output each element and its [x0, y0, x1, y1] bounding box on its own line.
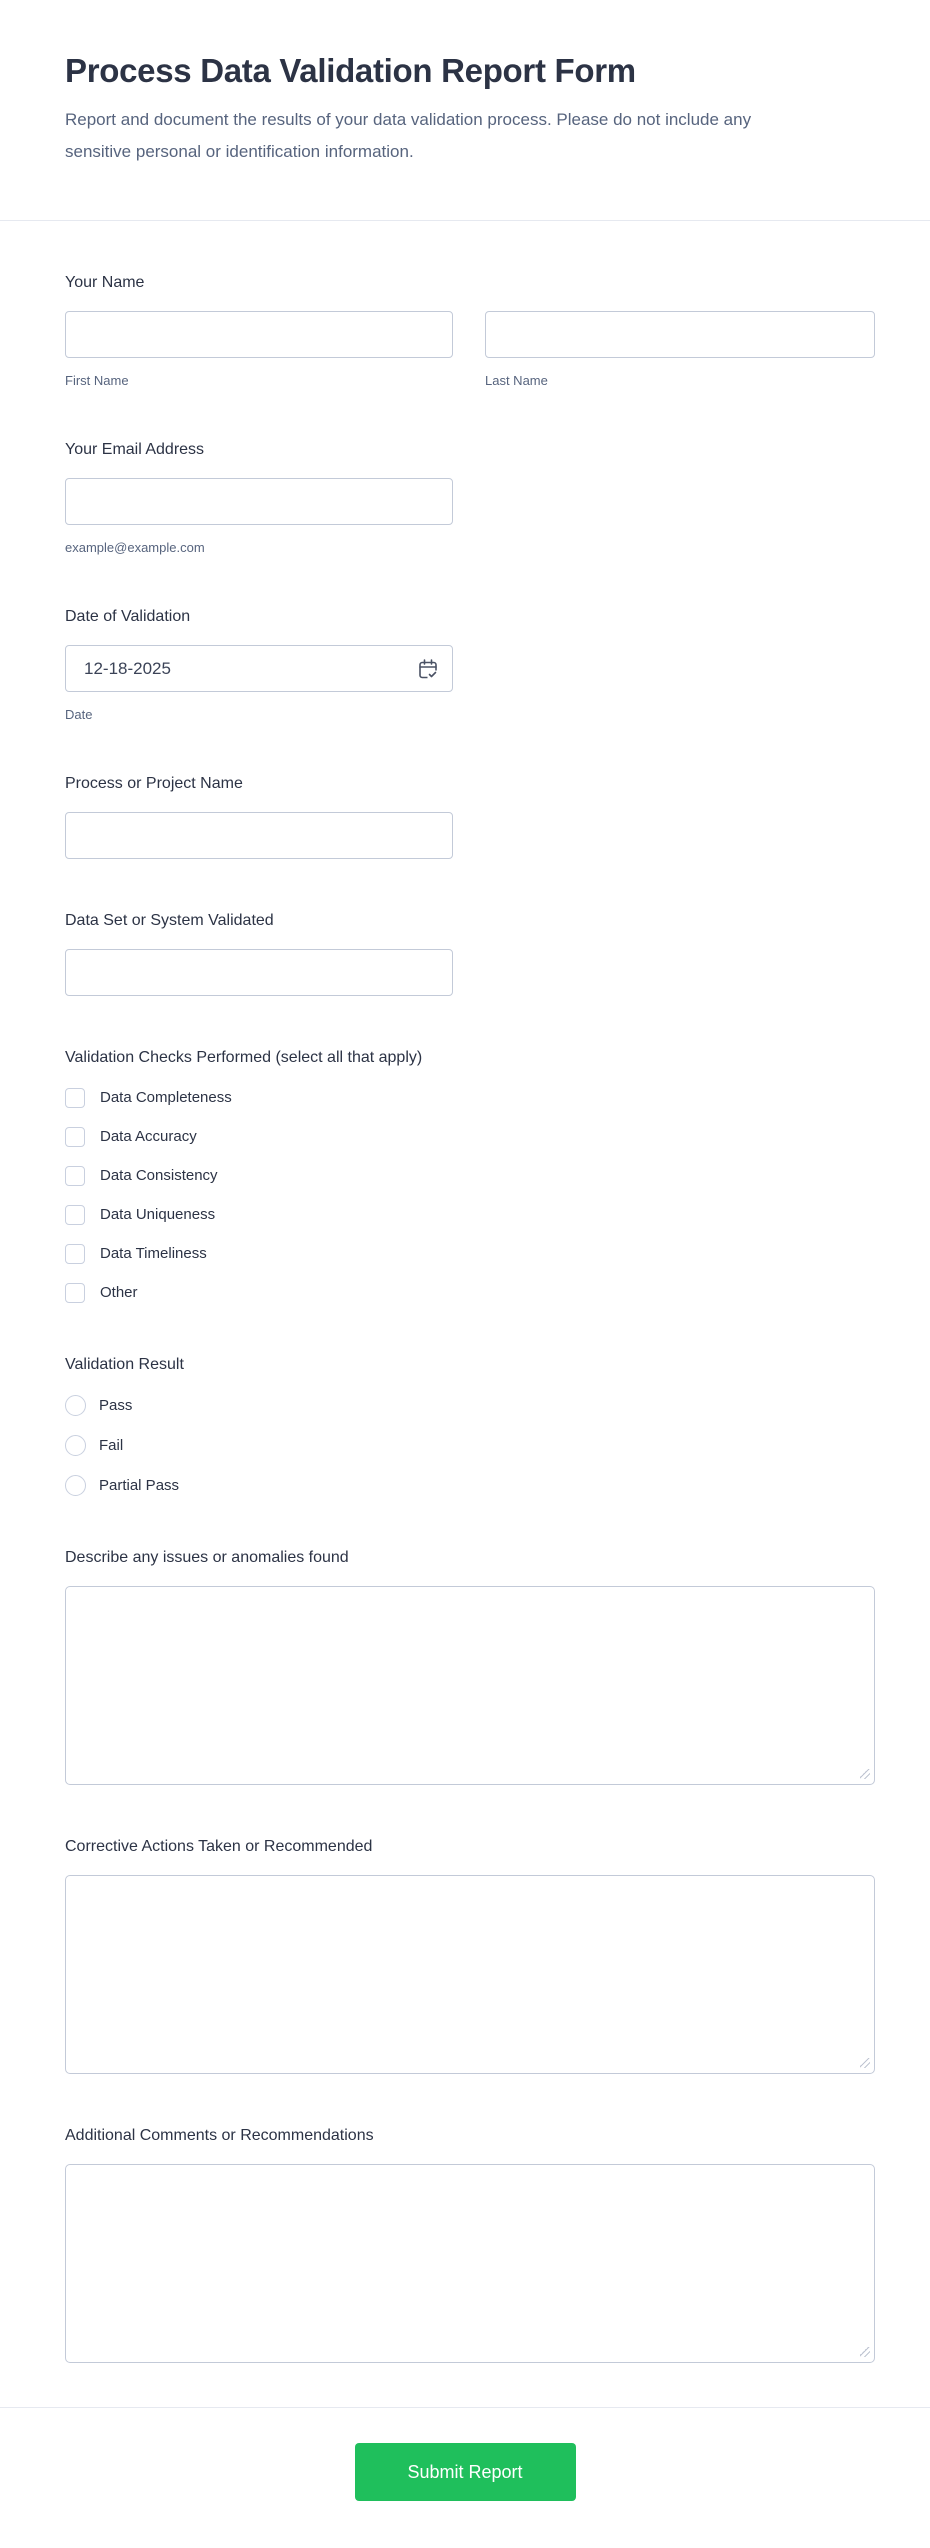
- radio-row-pass[interactable]: [65, 1395, 875, 1416]
- checks-label: Validation Checks Performed (select all that apply): [65, 1049, 423, 1066]
- last-name-sublabel: Last Name: [485, 373, 548, 388]
- comments-field: [65, 2164, 875, 2363]
- calendar-check-icon[interactable]: [416, 657, 440, 681]
- question-comments: [65, 2126, 875, 2363]
- question-name: [65, 273, 875, 388]
- question-dataset: [65, 911, 875, 996]
- checkbox-row-data-timeliness[interactable]: [65, 1244, 875, 1264]
- dataset-label: Data Set or System Validated: [65, 912, 274, 929]
- process-label: Process or Project Name: [65, 775, 243, 792]
- checkbox-other[interactable]: [65, 1283, 85, 1303]
- form-title: Process Data Validation Report Form: [65, 52, 636, 89]
- checkbox-data-uniqueness[interactable]: [65, 1205, 85, 1225]
- actions-textarea[interactable]: [65, 1875, 875, 2074]
- last-name-group: [485, 311, 875, 388]
- checkbox-data-accuracy[interactable]: [65, 1127, 85, 1147]
- checkbox-row-data-completeness[interactable]: [65, 1088, 875, 1108]
- radio-label: Fail: [99, 1436, 124, 1454]
- radio-row-fail[interactable]: [65, 1435, 875, 1456]
- email-input[interactable]: [65, 478, 453, 525]
- question-issues: [65, 1548, 875, 1785]
- email-label: Your Email Address: [65, 441, 205, 458]
- first-name-input[interactable]: [65, 311, 453, 358]
- checkbox-row-data-consistency[interactable]: [65, 1166, 875, 1186]
- radio-row-partial-pass[interactable]: [65, 1475, 875, 1496]
- checkbox-data-timeliness[interactable]: [65, 1244, 85, 1264]
- dataset-field: [65, 949, 875, 996]
- issues-field: [65, 1586, 875, 1785]
- actions-label: Corrective Actions Taken or Recommended: [65, 1838, 373, 1855]
- email-sublabel: example@example.com: [65, 540, 205, 555]
- submit-report-button[interactable]: Submit Report: [355, 2443, 576, 2501]
- resize-handle-icon[interactable]: [860, 2058, 870, 2068]
- form-header: [0, 0, 930, 221]
- issues-label: Describe any issues or anomalies found: [65, 1549, 349, 1566]
- question-actions: [65, 1837, 875, 2074]
- first-name-sublabel: First Name: [65, 373, 129, 388]
- date-sublabel: Date: [65, 707, 93, 722]
- checkbox-row-data-uniqueness[interactable]: [65, 1205, 875, 1225]
- checkbox-label: Other: [100, 1284, 138, 1301]
- name-label: Your Name: [65, 274, 145, 291]
- resize-handle-icon[interactable]: [860, 2347, 870, 2357]
- form-footer: [0, 2407, 930, 2501]
- checkbox-label: Data Accuracy: [100, 1128, 197, 1145]
- date-field: [65, 645, 453, 692]
- name-fields: [65, 311, 875, 388]
- process-field: [65, 812, 875, 859]
- dataset-input[interactable]: [65, 949, 453, 996]
- date-input[interactable]: [65, 645, 453, 692]
- radio-partial-pass[interactable]: [65, 1475, 86, 1496]
- checkbox-label: Data Completeness: [100, 1089, 232, 1106]
- question-email: [65, 440, 875, 555]
- date-label: Date of Validation: [65, 608, 191, 625]
- radio-fail[interactable]: [65, 1435, 86, 1456]
- result-label: Validation Result: [65, 1356, 184, 1373]
- last-name-input[interactable]: [485, 311, 875, 358]
- radio-pass[interactable]: [65, 1395, 86, 1416]
- radio-label: Partial Pass: [99, 1476, 180, 1494]
- checkbox-label: Data Timeliness: [100, 1245, 207, 1262]
- question-process: [65, 774, 875, 859]
- question-checks: [65, 1048, 875, 1303]
- comments-textarea[interactable]: [65, 2164, 875, 2363]
- first-name-group: [65, 311, 453, 388]
- email-field: [65, 478, 875, 525]
- comments-label: Additional Comments or Recommendations: [65, 2127, 374, 2144]
- checkbox-data-consistency[interactable]: [65, 1166, 85, 1186]
- checkbox-row-other[interactable]: [65, 1283, 875, 1303]
- question-date: [65, 607, 875, 722]
- radio-label: Pass: [99, 1396, 133, 1414]
- checkbox-label: Data Uniqueness: [100, 1206, 216, 1223]
- question-result: [65, 1355, 875, 1496]
- form-subtitle: Report and document the results of your data validation process. Please do not include any sensitive personal or identification information.: [65, 110, 752, 161]
- checkbox-label: Data Consistency: [100, 1167, 218, 1184]
- form-body: [0, 273, 930, 2363]
- actions-field: [65, 1875, 875, 2074]
- issues-textarea[interactable]: [65, 1586, 875, 1785]
- resize-handle-icon[interactable]: [860, 1769, 870, 1779]
- checkbox-row-data-accuracy[interactable]: [65, 1127, 875, 1147]
- process-input[interactable]: [65, 812, 453, 859]
- checkbox-data-completeness[interactable]: [65, 1088, 85, 1108]
